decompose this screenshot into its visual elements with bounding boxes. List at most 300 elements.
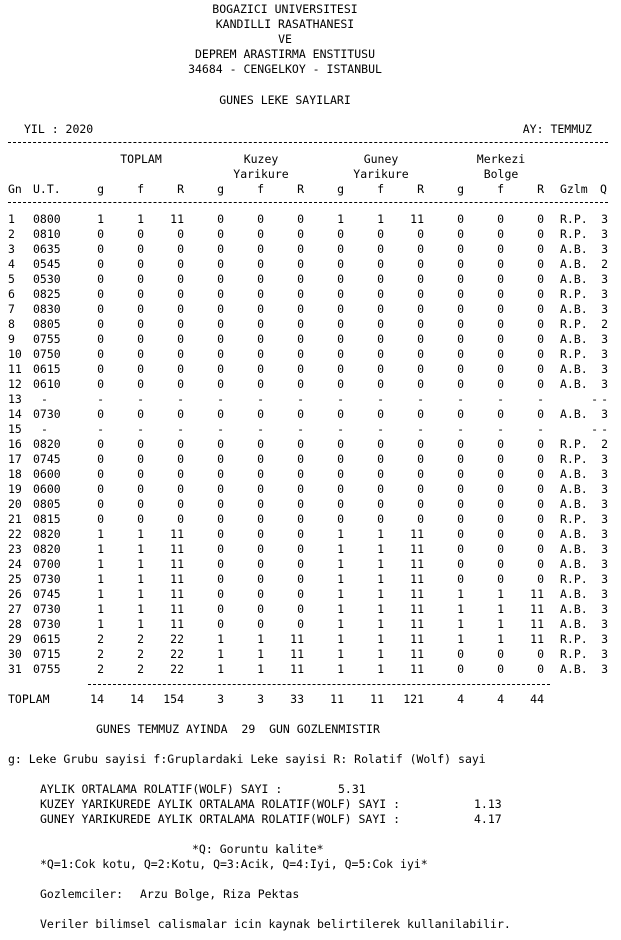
cell-quality: 3: [601, 272, 608, 286]
cell-north-g: 0: [217, 302, 224, 316]
cell-north-f: 0: [257, 617, 264, 631]
cell-north-g: 0: [217, 437, 224, 451]
cell-center-f: 0: [497, 572, 504, 586]
cell-north-f: 1: [257, 662, 264, 676]
cell-center-r: -: [537, 392, 544, 406]
cell-south-f: 0: [377, 332, 384, 346]
cell-south-r: 0: [417, 287, 424, 301]
cell-center-r: 0: [537, 317, 544, 331]
cell-total-r: 0: [177, 377, 184, 391]
cell-center-g: 0: [457, 452, 464, 466]
cell-observer: R.P.: [560, 347, 588, 361]
cell-center-f: 0: [497, 287, 504, 301]
cell-south-f: 1: [377, 557, 384, 571]
cell-south-f: 1: [377, 212, 384, 226]
cell-north-f: 0: [257, 332, 264, 346]
cell-north-f: 0: [257, 467, 264, 481]
cell-north-g: 0: [217, 452, 224, 466]
cell-south-g: 1: [337, 602, 344, 616]
group-header-kuzey: Kuzey: [243, 152, 279, 166]
cell-time: 0730: [33, 602, 61, 616]
year-label: YIL : 2020: [24, 122, 94, 136]
cell-south-f: 1: [377, 587, 384, 601]
cell-south-g: 1: [337, 527, 344, 541]
total-north-f: 3: [257, 692, 264, 706]
cell-center-f: 0: [497, 647, 504, 661]
cell-total-f: 1: [137, 617, 144, 631]
cell-day: 13: [8, 392, 22, 406]
cell-observer: R.P.: [560, 632, 588, 646]
cell-north-g: 1: [217, 647, 224, 661]
cell-north-g: 0: [217, 557, 224, 571]
cell-center-g: 0: [457, 347, 464, 361]
cell-time: 0810: [33, 227, 61, 241]
cell-quality: 3: [601, 587, 608, 601]
table-row: [0, 587, 621, 602]
table-row: [0, 242, 621, 257]
cell-total-r: 0: [177, 302, 184, 316]
cell-total-g: 2: [97, 632, 104, 646]
cell-south-f: 0: [377, 287, 384, 301]
cell-north-f: 0: [257, 317, 264, 331]
cell-total-r: 0: [177, 242, 184, 256]
cell-south-r: 0: [417, 272, 424, 286]
cell-north-g: 0: [217, 542, 224, 556]
cell-total-r: 22: [170, 647, 184, 661]
institution-name: BOGAZICI UNIVERSITESI: [212, 2, 358, 16]
cell-center-f: 0: [497, 557, 504, 571]
cell-south-r: 11: [410, 572, 424, 586]
cell-day: 5: [8, 272, 15, 286]
cell-north-r: 0: [297, 362, 304, 376]
cell-north-g: -: [217, 392, 224, 406]
monthly-average-value: 5.31: [338, 782, 366, 796]
cell-quality: 3: [601, 602, 608, 616]
table-row: [0, 452, 621, 467]
cell-north-r: 0: [297, 617, 304, 631]
cell-south-f: 1: [377, 632, 384, 646]
cell-total-f: 0: [137, 347, 144, 361]
cell-day: 11: [8, 362, 22, 376]
cell-total-r: 0: [177, 452, 184, 466]
table-row: [0, 527, 621, 542]
col-header-r: R: [417, 182, 424, 196]
cell-center-r: 0: [537, 287, 544, 301]
cell-north-r: 0: [297, 242, 304, 256]
col-header-g: g: [457, 182, 464, 196]
cell-quality: 3: [601, 227, 608, 241]
cell-quality: 3: [601, 542, 608, 556]
cell-north-r: 0: [297, 572, 304, 586]
cell-north-f: 0: [257, 572, 264, 586]
total-north-r: 33: [290, 692, 304, 706]
cell-south-r: 11: [410, 617, 424, 631]
col-header-gzlm: Gzlm: [560, 182, 588, 196]
group-header-merkezi: Merkezi: [476, 152, 526, 166]
cell-north-r: 0: [297, 587, 304, 601]
cell-center-f: 0: [497, 452, 504, 466]
cell-center-r: 0: [537, 467, 544, 481]
col-header-ut: U.T.: [33, 182, 61, 196]
cell-south-f: 0: [377, 272, 384, 286]
cell-total-g: 0: [97, 362, 104, 376]
cell-north-f: 0: [257, 242, 264, 256]
cell-center-g: 0: [457, 527, 464, 541]
cell-total-r: 22: [170, 632, 184, 646]
cell-south-g: 0: [337, 497, 344, 511]
col-header-f: f: [137, 182, 144, 196]
cell-total-g: 0: [97, 287, 104, 301]
table-row: [0, 407, 621, 422]
cell-center-f: 0: [497, 512, 504, 526]
cell-north-f: 0: [257, 512, 264, 526]
cell-total-r: 0: [177, 347, 184, 361]
cell-south-r: 0: [417, 482, 424, 496]
cell-observer: A.B.: [560, 332, 588, 346]
cell-north-g: 0: [217, 227, 224, 241]
cell-south-f: 0: [377, 407, 384, 421]
cell-center-g: 0: [457, 242, 464, 256]
cell-south-g: 0: [337, 257, 344, 271]
cell-time: 0530: [33, 272, 61, 286]
cell-observer: A.B.: [560, 497, 588, 511]
cell-center-r: 0: [537, 332, 544, 346]
cell-observer: A.B.: [560, 467, 588, 481]
cell-total-f: 1: [137, 602, 144, 616]
cell-time: 0730: [33, 407, 61, 421]
cell-south-f: 0: [377, 497, 384, 511]
cell-total-g: 1: [97, 572, 104, 586]
cell-south-r: 11: [410, 587, 424, 601]
cell-north-r: 0: [297, 272, 304, 286]
cell-center-g: 0: [457, 287, 464, 301]
cell-time: 0615: [33, 632, 61, 646]
cell-total-g: 0: [97, 452, 104, 466]
cell-quality: 3: [601, 362, 608, 376]
cell-north-g: 0: [217, 287, 224, 301]
cell-total-f: 0: [137, 437, 144, 451]
table-row: [0, 662, 621, 677]
cell-north-f: 0: [257, 362, 264, 376]
cell-total-f: 1: [137, 527, 144, 541]
cell-day: 1: [8, 212, 15, 226]
cell-south-f: 1: [377, 572, 384, 586]
cell-south-f: 0: [377, 437, 384, 451]
cell-day: 27: [8, 602, 22, 616]
cell-day: 28: [8, 617, 22, 631]
cell-south-g: 0: [337, 437, 344, 451]
cell-south-g: 0: [337, 317, 344, 331]
table-row: [0, 362, 621, 377]
cell-south-g: 0: [337, 302, 344, 316]
cell-quality: 3: [601, 242, 608, 256]
cell-south-g: 0: [337, 467, 344, 481]
cell-north-f: 0: [257, 527, 264, 541]
total-south-g: 11: [330, 692, 344, 706]
total-center-g: 4: [457, 692, 464, 706]
cell-north-f: 0: [257, 407, 264, 421]
cell-quality: 3: [601, 287, 608, 301]
cell-north-f: -: [257, 392, 264, 406]
cell-south-g: 1: [337, 632, 344, 646]
cell-time: 0830: [33, 302, 61, 316]
cell-center-f: 0: [497, 377, 504, 391]
cell-quality: 3: [601, 407, 608, 421]
usage-note: Veriler bilimsel calismalar icin kaynak belirtilerek kullanilabilir.: [40, 917, 511, 931]
table-row: [0, 392, 621, 407]
table-row: [0, 302, 621, 317]
cell-south-f: 1: [377, 542, 384, 556]
cell-total-g: 1: [97, 542, 104, 556]
cell-total-g: 1: [97, 602, 104, 616]
cell-total-f: 0: [137, 242, 144, 256]
table-row: [0, 287, 621, 302]
cell-center-r: 0: [537, 482, 544, 496]
cell-north-f: 0: [257, 347, 264, 361]
north-average-label: KUZEY YARIKUREDE AYLIK ORTALAMA ROLATIF(WOLF) SAYI :: [40, 797, 401, 811]
north-average-value: 1.13: [474, 797, 502, 811]
table-row: [0, 347, 621, 362]
cell-south-f: 1: [377, 647, 384, 661]
cell-center-r: 0: [537, 647, 544, 661]
cell-observer: A.B.: [560, 482, 588, 496]
col-header-r: R: [177, 182, 184, 196]
observatory-name: KANDILLI RASATHANESI: [215, 17, 355, 31]
cell-center-f: 0: [497, 317, 504, 331]
total-north-g: 3: [217, 692, 224, 706]
cell-south-r: 11: [410, 527, 424, 541]
cell-observer: A.B.: [560, 527, 588, 541]
cell-time: 0745: [33, 587, 61, 601]
cell-center-r: 0: [537, 512, 544, 526]
cell-center-r: 0: [537, 347, 544, 361]
cell-total-f: 1: [137, 557, 144, 571]
cell-center-f: 0: [497, 347, 504, 361]
cell-quality: 3: [601, 662, 608, 676]
cell-north-g: 0: [217, 602, 224, 616]
cell-north-r: -: [297, 392, 304, 406]
col-header-g: g: [337, 182, 344, 196]
cell-time: 0820: [33, 527, 61, 541]
cell-total-r: 0: [177, 437, 184, 451]
cell-north-g: 0: [217, 362, 224, 376]
cell-center-f: 0: [497, 272, 504, 286]
total-total-g: 14: [90, 692, 104, 706]
observers-label: Gozlemciler:: [40, 887, 124, 901]
cell-south-g: 0: [337, 347, 344, 361]
cell-quality: 3: [601, 527, 608, 541]
cell-center-r: 0: [537, 212, 544, 226]
cell-total-r: 0: [177, 482, 184, 496]
cell-total-g: 0: [97, 377, 104, 391]
cell-south-g: 1: [337, 662, 344, 676]
cell-north-r: 0: [297, 437, 304, 451]
total-center-r: 44: [530, 692, 544, 706]
cell-quality: 3: [601, 512, 608, 526]
cell-quality: 3: [601, 572, 608, 586]
total-south-r: 121: [403, 692, 424, 706]
cell-center-f: 1: [497, 587, 504, 601]
cell-center-f: 0: [497, 497, 504, 511]
cell-quality: 3: [601, 452, 608, 466]
cell-time: 0805: [33, 317, 61, 331]
table-row: [0, 317, 621, 332]
cell-south-r: 0: [417, 257, 424, 271]
cell-day: 2: [8, 227, 15, 241]
cell-center-g: 0: [457, 212, 464, 226]
cell-south-f: 0: [377, 227, 384, 241]
cell-north-f: 0: [257, 212, 264, 226]
cell-center-f: -: [497, 422, 504, 436]
observed-days-text: GUNES TEMMUZ AYINDA 29 GUN GOZLENMISTIR: [96, 722, 380, 736]
col-header-r: R: [537, 182, 544, 196]
cell-south-g: 0: [337, 227, 344, 241]
page-title: GUNES LEKE SAYILARI: [219, 93, 351, 107]
cell-day: 20: [8, 497, 22, 511]
col-header-g: g: [217, 182, 224, 196]
cell-observer: R.P.: [560, 212, 588, 226]
cell-day: 14: [8, 407, 22, 421]
cell-center-g: 0: [457, 377, 464, 391]
cell-observer: R.P.: [560, 452, 588, 466]
cell-south-r: 0: [417, 302, 424, 316]
divider: [8, 142, 608, 143]
cell-time: 0805: [33, 497, 61, 511]
monthly-average-label: AYLIK ORTALAMA ROLATIF(WOLF) SAYI :: [40, 782, 283, 796]
cell-observer: A.B.: [560, 662, 588, 676]
cell-total-f: 0: [137, 482, 144, 496]
observers-names: Arzu Bolge, Riza Pektas: [140, 887, 300, 901]
cell-total-g: 2: [97, 662, 104, 676]
address-line: 34684 - CENGELKOY - ISTANBUL: [188, 62, 382, 76]
col-header-g: g: [97, 182, 104, 196]
cell-north-r: 0: [297, 407, 304, 421]
cell-quality: 3: [601, 302, 608, 316]
table-row: [0, 272, 621, 287]
cell-north-r: 0: [297, 227, 304, 241]
cell-center-f: 0: [497, 437, 504, 451]
cell-time: -: [41, 392, 48, 406]
cell-day: 4: [8, 257, 15, 271]
cell-north-r: 0: [297, 257, 304, 271]
cell-total-g: 0: [97, 317, 104, 331]
totals-label: TOPLAM: [8, 692, 50, 706]
cell-total-r: 0: [177, 362, 184, 376]
cell-center-g: 0: [457, 227, 464, 241]
table-row: [0, 437, 621, 452]
cell-total-g: 1: [97, 527, 104, 541]
cell-north-g: 0: [217, 347, 224, 361]
cell-time: 0545: [33, 257, 61, 271]
cell-north-g: 0: [217, 242, 224, 256]
cell-total-g: 0: [97, 272, 104, 286]
cell-north-g: 1: [217, 632, 224, 646]
cell-south-g: 0: [337, 272, 344, 286]
table-row: [0, 332, 621, 347]
cell-center-f: 0: [497, 302, 504, 316]
cell-center-r: 0: [537, 497, 544, 511]
cell-south-r: 11: [410, 542, 424, 556]
cell-north-g: 1: [217, 662, 224, 676]
cell-total-r: 11: [170, 572, 184, 586]
south-average-label: GUNEY YARIKUREDE AYLIK ORTALAMA ROLATIF(WOLF) SAYI :: [40, 812, 401, 826]
cell-total-r: 0: [177, 407, 184, 421]
cell-north-r: 0: [297, 212, 304, 226]
cell-observer: A.B.: [560, 557, 588, 571]
cell-center-f: 0: [497, 227, 504, 241]
cell-time: 0730: [33, 617, 61, 631]
cell-south-g: 1: [337, 587, 344, 601]
cell-north-f: 0: [257, 497, 264, 511]
cell-center-r: 0: [537, 542, 544, 556]
cell-center-g: 0: [457, 362, 464, 376]
cell-total-g: 1: [97, 212, 104, 226]
cell-observer: A.B.: [560, 302, 588, 316]
cell-south-g: 1: [337, 647, 344, 661]
cell-center-r: 11: [530, 632, 544, 646]
cell-north-r: 11: [290, 632, 304, 646]
cell-north-f: 0: [257, 482, 264, 496]
cell-center-g: 0: [457, 497, 464, 511]
col-header-f: f: [377, 182, 384, 196]
cell-south-g: 1: [337, 617, 344, 631]
cell-center-f: 0: [497, 482, 504, 496]
cell-observer: R.P.: [560, 572, 588, 586]
cell-day: 26: [8, 587, 22, 601]
cell-south-f: 1: [377, 662, 384, 676]
cell-north-r: 0: [297, 332, 304, 346]
cell-total-r: 0: [177, 317, 184, 331]
cell-center-g: 0: [457, 332, 464, 346]
cell-day: 22: [8, 527, 22, 541]
cell-south-r: 0: [417, 407, 424, 421]
cell-center-g: 0: [457, 482, 464, 496]
col-header-q: Q: [600, 182, 607, 196]
cell-south-f: 0: [377, 482, 384, 496]
cell-time: 0635: [33, 242, 61, 256]
quality-scale: *Q=1:Cok kotu, Q=2:Kotu, Q=3:Acik, Q=4:Iyi, Q=5:Cok iyi*: [40, 857, 428, 871]
cell-quality: 3: [601, 647, 608, 661]
cell-day: 15: [8, 422, 22, 436]
cell-observer: -: [591, 392, 598, 406]
cell-total-g: 0: [97, 257, 104, 271]
cell-quality: -: [601, 422, 608, 436]
table-row: [0, 512, 621, 527]
cell-south-r: 0: [417, 512, 424, 526]
cell-center-r: 0: [537, 227, 544, 241]
header-conjunction: VE: [278, 32, 292, 46]
cell-south-g: 0: [337, 482, 344, 496]
cell-quality: 3: [601, 347, 608, 361]
table-row: [0, 647, 621, 662]
cell-center-f: 0: [497, 542, 504, 556]
cell-center-r: -: [537, 422, 544, 436]
cell-south-f: -: [377, 392, 384, 406]
cell-north-r: 0: [297, 557, 304, 571]
cell-day: 3: [8, 242, 15, 256]
cell-day: 24: [8, 557, 22, 571]
total-total-f: 14: [130, 692, 144, 706]
cell-total-r: -: [177, 392, 184, 406]
cell-north-f: 0: [257, 542, 264, 556]
cell-quality: 3: [601, 482, 608, 496]
cell-observer: A.B.: [560, 242, 588, 256]
cell-time: 0820: [33, 542, 61, 556]
cell-quality: 3: [601, 332, 608, 346]
cell-total-f: 0: [137, 272, 144, 286]
cell-center-g: 0: [457, 272, 464, 286]
cell-total-g: 0: [97, 497, 104, 511]
